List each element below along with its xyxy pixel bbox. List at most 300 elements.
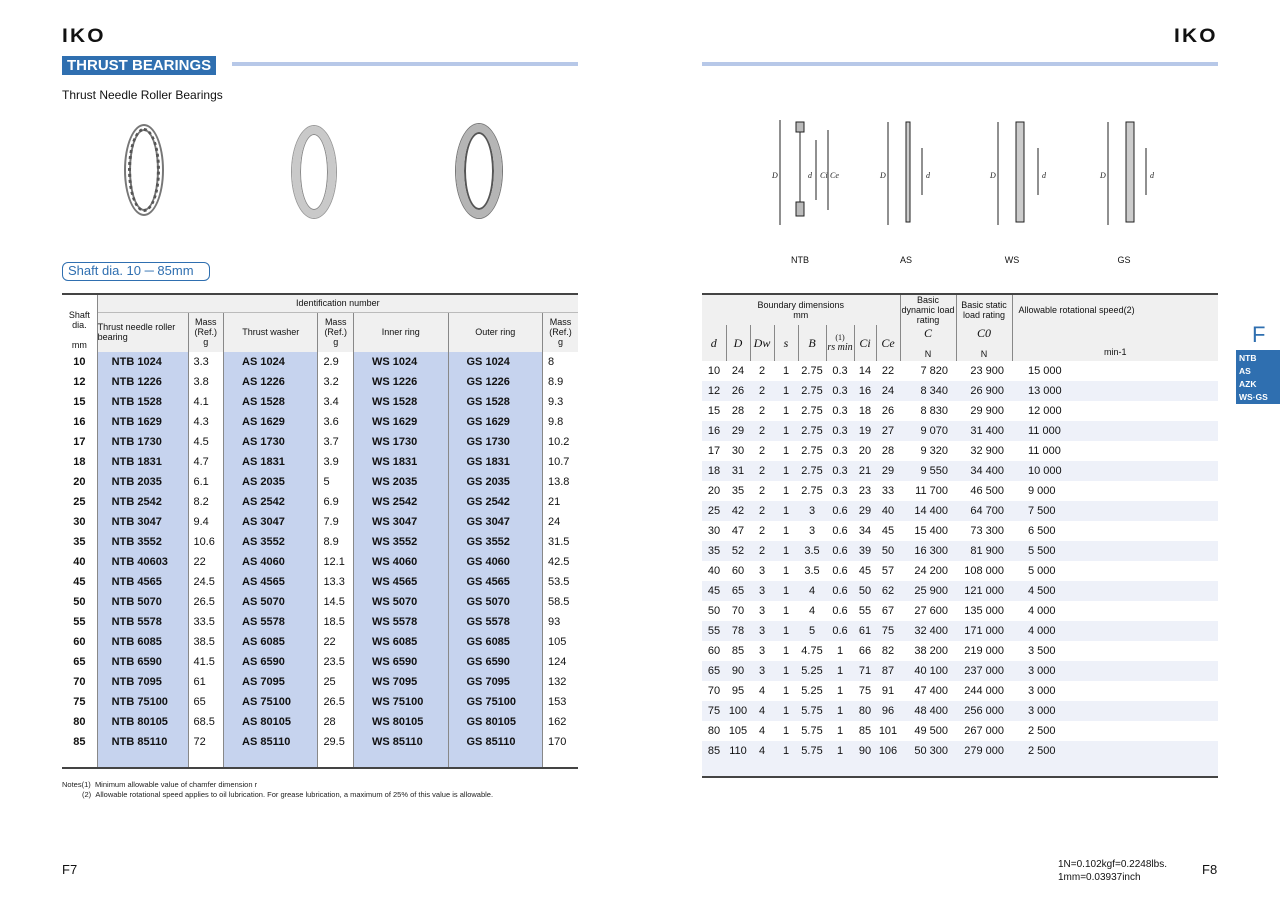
cell-3: 1 xyxy=(782,445,790,457)
cell-6: 85 xyxy=(858,725,872,737)
cell-2: 2 xyxy=(758,445,766,457)
cell-7: 96 xyxy=(876,701,900,721)
cell-0: 18 xyxy=(702,461,726,481)
table-row xyxy=(702,541,1218,561)
cell-0: 60 xyxy=(707,645,721,657)
cell-0: 17 xyxy=(707,445,721,457)
cell-6: 71 xyxy=(854,661,876,681)
cell-9: 73 300 xyxy=(970,525,1004,537)
cell-5: 0.3 xyxy=(832,445,848,457)
cell-8: 9 070 xyxy=(900,421,956,441)
cell-ntb: NTB 3552 xyxy=(97,532,188,552)
table-row xyxy=(702,721,1218,741)
cell-9: 64 700 xyxy=(956,501,1012,521)
cell-ntb: NTB 1226 xyxy=(97,372,188,392)
cell-10: 11 000 xyxy=(1012,421,1218,441)
cell-6: 18 xyxy=(858,405,872,417)
cell-as: AS 3552 xyxy=(224,532,318,552)
cell-m1: 65 xyxy=(188,692,224,712)
cell-8: 24 200 xyxy=(914,565,948,577)
cell-gs: GS 1629 xyxy=(448,412,542,432)
table-row xyxy=(62,532,578,552)
cell-4: 4.75 xyxy=(801,645,823,657)
col-static-load: Basic static load rating xyxy=(956,294,1012,325)
cell-4: 4 xyxy=(798,581,826,601)
cell-gs: GS 2542 xyxy=(448,492,542,512)
cell-6: 80 xyxy=(854,701,876,721)
col-thrust-bearing: Thrust needle roller bearing xyxy=(97,312,188,352)
cell-0: 12 xyxy=(702,381,726,401)
cell-7: 40 xyxy=(876,501,900,521)
section-tab[interactable] xyxy=(1236,350,1280,404)
cell-4: 5 xyxy=(798,621,826,641)
cell-m2: 23.5 xyxy=(318,652,354,672)
notes: Notes(1) Minimum allowable value of chamfer dimension r (2) Allowable rotational speed applies to oil lubrication. For grease lubrication, a maximum of 25% of this value is allowable. xyxy=(62,780,494,799)
cell-5: 0.6 xyxy=(826,501,854,521)
table-row xyxy=(702,521,1218,541)
cell-2: 2 xyxy=(758,525,766,537)
cell-m1: 68.5 xyxy=(188,712,224,732)
col-dynamic-load: Basic dynamic load rating xyxy=(901,295,955,325)
cell-gs: GS 6085 xyxy=(448,632,542,652)
cell-9: 237 000 xyxy=(956,661,1012,681)
cell-9: 26 900 xyxy=(956,381,1012,401)
cell-as: AS 80105 xyxy=(224,712,318,732)
cell-as: AS 85110 xyxy=(224,732,318,768)
cell-d: 20 xyxy=(62,472,97,492)
col-dyn-unit: C N xyxy=(900,325,956,361)
cell-4: 4 xyxy=(808,605,816,617)
cell-0: 80 xyxy=(707,725,721,737)
table-row xyxy=(702,561,1218,581)
cell-2: 4 xyxy=(750,701,774,721)
cell-d: 12 xyxy=(62,372,97,392)
cell-ws: WS 3047 xyxy=(353,512,448,532)
cell-4: 2.75 xyxy=(801,445,823,457)
cell-8: 38 200 xyxy=(914,645,948,657)
cell-0: 85 xyxy=(702,741,726,777)
cell-gs: GS 6590 xyxy=(448,652,542,672)
table-row xyxy=(62,352,578,372)
cell-3: 1 xyxy=(782,565,790,577)
tab-item: AZK xyxy=(1239,379,1257,389)
col-Ce: Ce xyxy=(876,325,900,361)
table-row xyxy=(62,612,578,632)
section-title: THRUST BEARINGS xyxy=(62,56,216,75)
table-row xyxy=(702,381,1218,401)
cell-10: 9 000 xyxy=(1028,485,1056,497)
cell-4: 5.75 xyxy=(798,741,826,777)
table-row xyxy=(702,741,1218,777)
cell-m3: 10.2 xyxy=(547,436,570,448)
cell-ws: WS 75100 xyxy=(353,692,448,712)
cell-ws: WS 4060 xyxy=(353,552,448,572)
table-row xyxy=(702,641,1218,661)
table-row xyxy=(702,681,1218,701)
table-row xyxy=(702,581,1218,601)
cell-6: 66 xyxy=(858,645,872,657)
cell-7: 26 xyxy=(881,405,895,417)
cell-as: AS 2035 xyxy=(224,472,318,492)
table-row xyxy=(702,401,1218,421)
cell-m2: 3.4 xyxy=(318,392,354,412)
table-row xyxy=(702,441,1218,461)
cell-gs: GS 4565 xyxy=(448,572,542,592)
cell-1: 90 xyxy=(726,661,750,681)
cell-8: 50 300 xyxy=(900,741,956,777)
cell-ntb: NTB 1730 xyxy=(97,432,188,452)
cell-m1: 4.1 xyxy=(188,392,224,412)
table-row xyxy=(62,552,578,572)
cell-6: 29 xyxy=(854,501,876,521)
cell-9: 171 000 xyxy=(956,621,1012,641)
cell-8: 47 400 xyxy=(914,685,948,697)
cell-gs: GS 4060 xyxy=(448,552,542,572)
cell-m3: 31.5 xyxy=(547,536,570,548)
cell-ws: WS 2542 xyxy=(353,492,448,512)
cell-10: 3 000 xyxy=(1028,685,1056,697)
cell-1: 30 xyxy=(731,445,745,457)
cell-2: 2 xyxy=(750,461,774,481)
dimensions-table xyxy=(702,293,1218,778)
col-Ci: Ci xyxy=(854,325,876,361)
col-mass-1: Mass (Ref.) g xyxy=(188,312,224,352)
cell-9: 121 000 xyxy=(956,581,1012,601)
col-speed-unit: min-1 xyxy=(1103,347,1127,357)
cell-0: 20 xyxy=(707,485,721,497)
cell-d: 35 xyxy=(62,532,97,552)
cell-2: 2 xyxy=(758,485,766,497)
svg-text:D: D xyxy=(990,171,996,180)
cell-d: 60 xyxy=(62,632,97,652)
cell-m2: 6.9 xyxy=(318,492,354,512)
cell-as: AS 7095 xyxy=(224,672,318,692)
cell-as: AS 5578 xyxy=(224,612,318,632)
cell-ws: WS 7095 xyxy=(353,672,448,692)
cell-1: 85 xyxy=(731,645,745,657)
cell-8: 9 320 xyxy=(920,445,948,457)
cell-4: 3 xyxy=(808,525,816,537)
cell-8: 25 900 xyxy=(900,581,956,601)
cell-m2: 2.9 xyxy=(318,352,354,372)
cell-d: 45 xyxy=(62,572,97,592)
cell-0: 16 xyxy=(702,421,726,441)
cell-3: 1 xyxy=(782,525,790,537)
cell-4: 5.75 xyxy=(798,701,826,721)
cell-8: 9 550 xyxy=(900,461,956,481)
cell-m3: 162 xyxy=(547,716,567,728)
cell-m3: 153 xyxy=(547,696,567,708)
cell-as: AS 2542 xyxy=(224,492,318,512)
cell-ws: WS 5070 xyxy=(353,592,448,612)
cell-m2: 18.5 xyxy=(318,612,354,632)
cell-1: 60 xyxy=(731,565,745,577)
cell-9: 244 000 xyxy=(964,685,1004,697)
cell-2: 3 xyxy=(750,621,774,641)
cell-m3: 9.3 xyxy=(547,396,564,408)
cell-m3: 170 xyxy=(542,732,578,768)
cell-m1: 72 xyxy=(188,732,224,768)
cell-as: AS 6085 xyxy=(224,632,318,652)
cell-5: 1 xyxy=(836,645,844,657)
cell-m2: 12.1 xyxy=(318,552,354,572)
cell-gs: GS 85110 xyxy=(448,732,542,768)
cell-m2: 29.5 xyxy=(318,732,354,768)
diagram-label-ntb: NTB xyxy=(791,255,809,265)
cell-8: 14 400 xyxy=(900,501,956,521)
col-rs: (1) rs min xyxy=(826,325,854,361)
cell-3: 1 xyxy=(774,421,798,441)
cell-6: 55 xyxy=(858,605,872,617)
cell-ntb: NTB 3047 xyxy=(97,512,188,532)
cell-3: 1 xyxy=(782,485,790,497)
col-mass-2: Mass (Ref.) g xyxy=(318,312,354,352)
cell-as: AS 4060 xyxy=(224,552,318,572)
cell-ntb: NTB 85110 xyxy=(97,732,188,768)
cell-3: 1 xyxy=(774,381,798,401)
cell-0: 40 xyxy=(707,565,721,577)
cell-10: 10 000 xyxy=(1012,461,1218,481)
cell-d: 17 xyxy=(62,432,97,452)
cell-10: 5 000 xyxy=(1028,565,1056,577)
svg-text:D: D xyxy=(772,171,778,180)
cell-4: 2.75 xyxy=(801,365,823,377)
cell-2: 3 xyxy=(750,661,774,681)
cell-d: 70 xyxy=(62,672,97,692)
cell-1: 65 xyxy=(726,581,750,601)
cell-gs: GS 1024 xyxy=(448,352,542,372)
table-row xyxy=(702,421,1218,441)
cell-m2: 3.9 xyxy=(318,452,354,472)
cell-m2: 3.6 xyxy=(318,412,354,432)
cell-6: 19 xyxy=(854,421,876,441)
cell-8: 15 400 xyxy=(914,525,948,537)
cell-as: AS 6590 xyxy=(224,652,318,672)
cell-m1: 38.5 xyxy=(188,632,224,652)
cell-9: 34 400 xyxy=(956,461,1012,481)
cell-m1: 24.5 xyxy=(188,572,224,592)
cell-3: 1 xyxy=(774,701,798,721)
cell-3: 1 xyxy=(782,605,790,617)
cell-gs: GS 3047 xyxy=(448,512,542,532)
cell-gs: GS 1831 xyxy=(448,452,542,472)
cell-d: 15 xyxy=(62,392,97,412)
table-row xyxy=(62,372,578,392)
col-speed: Allowable rotational speed(2) xyxy=(1018,305,1135,315)
cell-4: 2.75 xyxy=(798,381,826,401)
cell-7: 27 xyxy=(876,421,900,441)
cell-ws: WS 1831 xyxy=(353,452,448,472)
cell-gs: GS 3552 xyxy=(448,532,542,552)
cell-4: 5.25 xyxy=(798,661,826,681)
cell-d: 65 xyxy=(62,652,97,672)
cell-7: 57 xyxy=(881,565,895,577)
cell-5: 0.6 xyxy=(826,581,854,601)
col-mass-3: Mass (Ref.) g xyxy=(549,317,572,348)
cell-8: 49 500 xyxy=(914,725,948,737)
iko-logo-left: IKO xyxy=(62,26,106,47)
col-d: d xyxy=(702,325,726,361)
cell-6: 16 xyxy=(854,381,876,401)
cell-m1: 22 xyxy=(188,552,224,572)
shaft-range-label: Shaft dia. 10 ─ 85mm xyxy=(62,262,210,281)
cell-4: 2.75 xyxy=(801,485,823,497)
cell-9: 81 900 xyxy=(956,541,1012,561)
cell-m2: 5 xyxy=(318,472,354,492)
cell-as: AS 1730 xyxy=(224,432,318,452)
cell-9: 23 900 xyxy=(970,365,1004,377)
cell-8: 40 100 xyxy=(900,661,956,681)
cell-1: 35 xyxy=(731,485,745,497)
cell-3: 1 xyxy=(782,645,790,657)
svg-text:D: D xyxy=(880,171,886,180)
cell-ws: WS 3552 xyxy=(353,532,448,552)
table-row xyxy=(62,672,578,692)
cell-ntb: NTB 5070 xyxy=(97,592,188,612)
cell-6: 34 xyxy=(858,525,872,537)
cell-2: 3 xyxy=(758,645,766,657)
table-row xyxy=(702,501,1218,521)
cell-m2: 25 xyxy=(318,672,354,692)
cell-ntb: NTB 5578 xyxy=(97,612,188,632)
cell-7: 87 xyxy=(876,661,900,681)
cell-5: 0.6 xyxy=(826,621,854,641)
cell-ws: WS 5578 xyxy=(353,612,448,632)
cell-7: 82 xyxy=(881,645,895,657)
cell-m1: 26.5 xyxy=(188,592,224,612)
cell-2: 3 xyxy=(758,565,766,577)
cell-3: 1 xyxy=(782,725,790,737)
cell-10: 5 500 xyxy=(1012,541,1218,561)
cell-d: 16 xyxy=(62,412,97,432)
table-row xyxy=(702,661,1218,681)
cell-m2: 14.5 xyxy=(318,592,354,612)
cell-m1: 6.1 xyxy=(188,472,224,492)
cell-3: 1 xyxy=(782,365,790,377)
cell-2: 2 xyxy=(758,405,766,417)
cell-m3: 124 xyxy=(547,656,567,668)
cell-m2: 28 xyxy=(318,712,354,732)
col-shaft-label: Shaft dia. xyxy=(68,310,90,330)
cell-m2: 26.5 xyxy=(318,692,354,712)
table-row xyxy=(702,701,1218,721)
cell-ws: WS 80105 xyxy=(353,712,448,732)
cell-10: 4 500 xyxy=(1012,581,1218,601)
cell-m2: 3.2 xyxy=(318,372,354,392)
col-s: s xyxy=(774,325,798,361)
cell-1: 110 xyxy=(726,741,750,777)
col-D: D xyxy=(726,325,750,361)
cell-ntb: NTB 80105 xyxy=(97,712,188,732)
cell-m3: 9.8 xyxy=(547,416,564,428)
table-row xyxy=(702,361,1218,381)
cell-m3: 8.9 xyxy=(547,376,564,388)
cell-m3: 93 xyxy=(547,616,561,628)
cell-4: 3.5 xyxy=(804,565,820,577)
cell-as: AS 1226 xyxy=(224,372,318,392)
cell-m3: 58.5 xyxy=(547,596,570,608)
cell-gs: GS 5578 xyxy=(448,612,542,632)
cell-6: 90 xyxy=(854,741,876,777)
cell-6: 75 xyxy=(858,685,872,697)
cell-m3: 132 xyxy=(547,676,567,688)
svg-text:d: d xyxy=(1150,171,1154,180)
svg-text:Ci: Ci xyxy=(820,171,828,180)
cell-0: 10 xyxy=(707,365,721,377)
col-B: B xyxy=(798,325,826,361)
cell-2: 2 xyxy=(750,381,774,401)
cell-as: AS 1024 xyxy=(224,352,318,372)
cell-5: 0.3 xyxy=(826,381,854,401)
cell-ntb: NTB 1629 xyxy=(97,412,188,432)
cell-d: 40 xyxy=(62,552,97,572)
cell-7: 106 xyxy=(876,741,900,777)
cell-ws: WS 6590 xyxy=(353,652,448,672)
cell-ntb: NTB 2035 xyxy=(97,472,188,492)
title-rule xyxy=(232,62,578,66)
cell-2: 3 xyxy=(758,605,766,617)
cell-m1: 9.4 xyxy=(188,512,224,532)
cell-ntb: NTB 4565 xyxy=(97,572,188,592)
cell-5: 0.3 xyxy=(832,365,848,377)
cell-10: 4 000 xyxy=(1028,605,1056,617)
cell-m1: 3.8 xyxy=(188,372,224,392)
table-row xyxy=(62,592,578,612)
cell-1: 28 xyxy=(731,405,745,417)
svg-text:D: D xyxy=(1100,171,1106,180)
cell-6: 39 xyxy=(854,541,876,561)
cell-9: 46 500 xyxy=(970,485,1004,497)
cell-7: 67 xyxy=(881,605,895,617)
cell-10: 4 000 xyxy=(1012,621,1218,641)
cell-ntb: NTB 75100 xyxy=(97,692,188,712)
cell-6: 14 xyxy=(858,365,872,377)
cell-0: 25 xyxy=(702,501,726,521)
cell-10: 6 500 xyxy=(1028,525,1056,537)
cell-5: 1 xyxy=(836,725,844,737)
cell-7: 75 xyxy=(876,621,900,641)
cell-gs: GS 2035 xyxy=(448,472,542,492)
cell-0: 35 xyxy=(702,541,726,561)
cell-m3: 8 xyxy=(547,356,555,368)
col-stat-unit: C0 N xyxy=(956,325,1012,361)
cell-10: 2 500 xyxy=(1012,741,1218,777)
cell-8: 7 820 xyxy=(920,365,948,377)
cell-ws: WS 1629 xyxy=(353,412,448,432)
table-row xyxy=(62,392,578,412)
cross-section-diagrams xyxy=(760,100,1200,275)
cell-as: AS 1629 xyxy=(224,412,318,432)
svg-text:d: d xyxy=(926,171,930,180)
col-boundary-dims: Boundary dimensions mm xyxy=(702,294,900,325)
table-row xyxy=(62,692,578,712)
cell-m2: 22 xyxy=(318,632,354,652)
col-outer-ring: Outer ring xyxy=(448,312,542,352)
cell-9: 135 000 xyxy=(964,605,1004,617)
cell-ntb: NTB 6085 xyxy=(97,632,188,652)
cell-m3: 24 xyxy=(547,516,561,528)
cell-7: 22 xyxy=(881,365,895,377)
cell-3: 1 xyxy=(774,501,798,521)
cell-2: 2 xyxy=(750,421,774,441)
cell-ws: WS 1024 xyxy=(353,352,448,372)
cell-8: 16 300 xyxy=(900,541,956,561)
table-row xyxy=(702,621,1218,641)
cell-6: 20 xyxy=(858,445,872,457)
cell-ws: WS 1226 xyxy=(353,372,448,392)
cell-ntb: NTB 7095 xyxy=(97,672,188,692)
table-row xyxy=(62,712,578,732)
